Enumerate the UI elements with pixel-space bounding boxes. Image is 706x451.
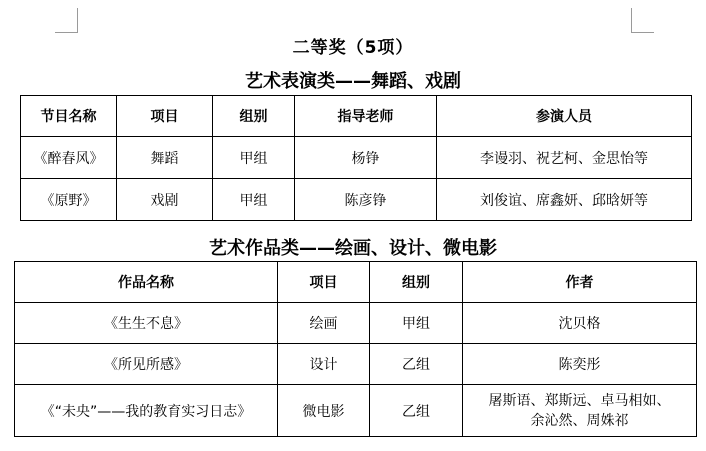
category-cell: 戏剧 xyxy=(117,179,213,221)
award-title: 二等奖（5项） xyxy=(292,38,414,58)
category-cell: 绘画 xyxy=(278,303,370,344)
column-header: 作品名称 xyxy=(15,262,278,303)
author-cell: 沈贝格 xyxy=(463,303,697,344)
column-header: 节目名称 xyxy=(21,96,117,137)
advisor-cell: 杨铮 xyxy=(295,137,437,179)
column-header: 作者 xyxy=(463,262,697,303)
performance-table xyxy=(20,95,692,221)
page-corner-mark-right xyxy=(631,8,654,33)
author-line: 余沁然、周姝祁 xyxy=(530,412,629,429)
table-row xyxy=(15,385,697,437)
program-name-cell: 《原野》 xyxy=(21,179,117,221)
page-corner-mark-left xyxy=(55,8,78,33)
column-header: 项目 xyxy=(278,262,370,303)
performance-category-title: 艺术表演类——舞蹈、戏剧 xyxy=(245,71,461,92)
author-line: 屠斯语、郑斯远、卓马相如、 xyxy=(488,392,671,409)
table-header-row xyxy=(15,262,697,303)
work-name-cell: 《所见所感》 xyxy=(15,344,278,385)
table-header-row xyxy=(21,96,692,137)
column-header: 指导老师 xyxy=(295,96,437,137)
table-row xyxy=(21,137,692,179)
table-row xyxy=(15,303,697,344)
author-cell xyxy=(463,385,697,437)
table-row xyxy=(15,344,697,385)
performers-cell: 刘俊谊、席鑫妍、邱晗妍等 xyxy=(437,179,692,221)
group-cell: 甲组 xyxy=(213,179,295,221)
column-header: 参演人员 xyxy=(437,96,692,137)
table-row xyxy=(21,179,692,221)
column-header: 组别 xyxy=(213,96,295,137)
group-cell: 乙组 xyxy=(370,385,463,437)
column-header: 组别 xyxy=(370,262,463,303)
work-name-cell: 《“未央”——我的教育实习日志》 xyxy=(15,385,278,437)
category-cell: 舞蹈 xyxy=(117,137,213,179)
group-cell: 甲组 xyxy=(370,303,463,344)
category-cell: 微电影 xyxy=(278,385,370,437)
advisor-cell: 陈彦铮 xyxy=(295,179,437,221)
group-cell: 甲组 xyxy=(213,137,295,179)
works-table xyxy=(14,261,697,437)
column-header: 项目 xyxy=(117,96,213,137)
author-cell: 陈奕彤 xyxy=(463,344,697,385)
work-name-cell: 《生生不息》 xyxy=(15,303,278,344)
category-cell: 设计 xyxy=(278,344,370,385)
group-cell: 乙组 xyxy=(370,344,463,385)
works-category-title: 艺术作品类——绘画、设计、微电影 xyxy=(209,238,497,259)
program-name-cell: 《醉春风》 xyxy=(21,137,117,179)
performers-cell: 李谩羽、祝艺柯、金思怡等 xyxy=(437,137,692,179)
